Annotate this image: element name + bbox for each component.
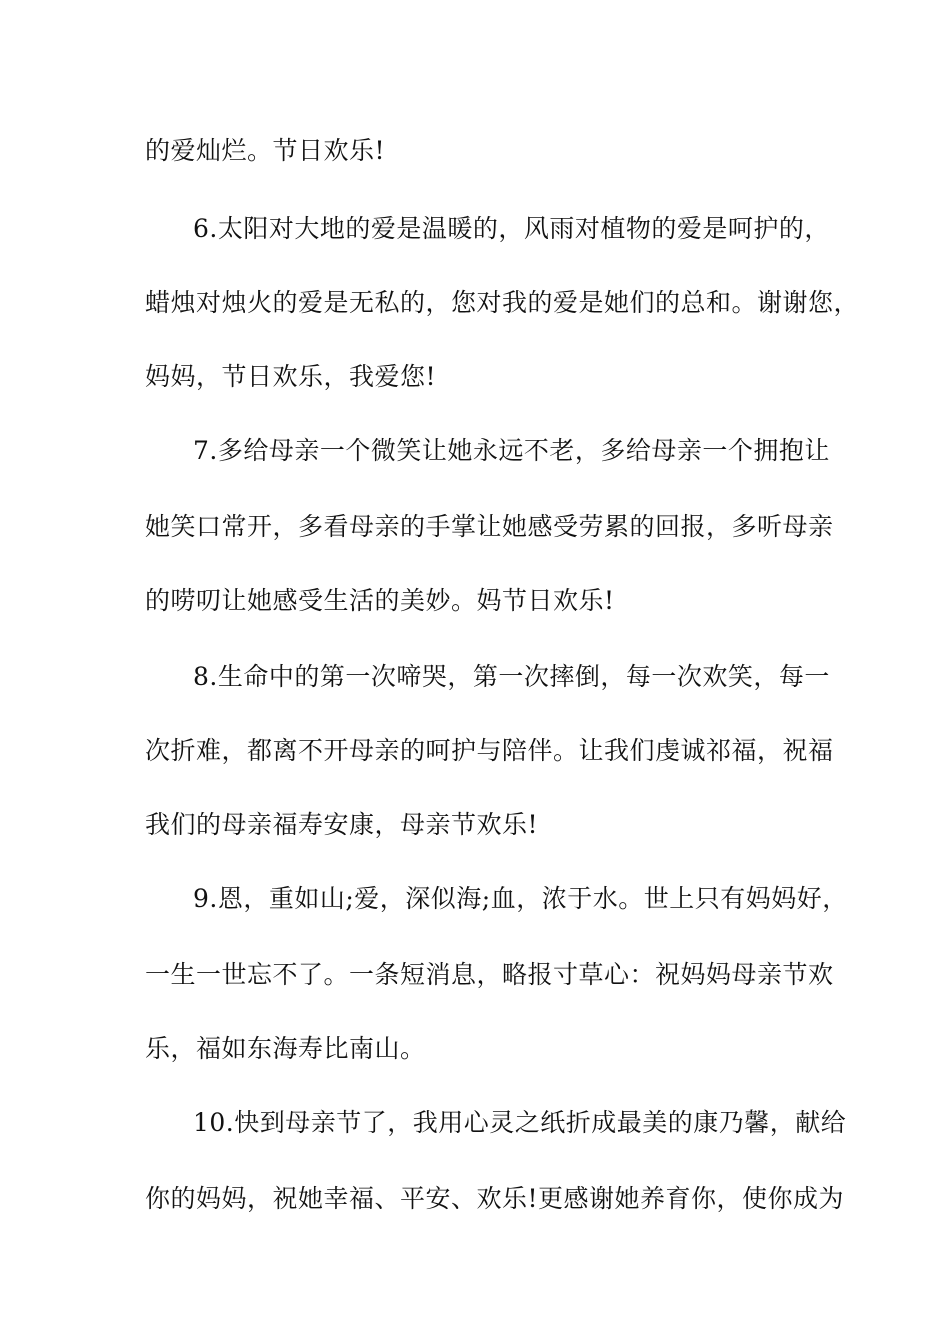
text-line: 6.太阳对大地的爱是温暖的，风雨对植物的爱是呵护的， <box>193 214 830 243</box>
text-line: 一生一世忘不了。一条短消息，略报寸草心：祝妈妈母亲节欢 <box>145 960 834 989</box>
text-line: 8.生命中的第一次啼哭，第一次摔倒，每一次欢笑，每一 <box>193 662 830 691</box>
text-line: 的唠叨让她感受生活的美妙。妈节日欢乐! <box>145 586 615 615</box>
text-line: 10.快到母亲节了，我用心灵之纸折成最美的康乃馨，献给 <box>193 1108 847 1137</box>
text-line: 9.恩，重如山;爱，深似海;血，浓于水。世上只有妈妈好， <box>193 884 848 913</box>
text-line: 妈妈，节日欢乐，我爱您! <box>145 362 437 391</box>
text-line: 我们的母亲福寿安康，母亲节欢乐! <box>145 810 539 839</box>
text-line: 7.多给母亲一个微笑让她永远不老，多给母亲一个拥抱让 <box>193 436 830 465</box>
text-line: 蜡烛对烛火的爱是无私的，您对我的爱是她们的总和。谢谢您， <box>145 288 860 317</box>
text-line: 乐，福如东海寿比南山。 <box>145 1034 426 1063</box>
text-line: 你的妈妈，祝她幸福、平安、欢乐!更感谢她养育你，使你成为 <box>145 1184 845 1213</box>
text-line: 次折难，都离不开母亲的呵护与陪伴。让我们虔诚祁福，祝福 <box>145 736 834 765</box>
text-line: 她笑口常开，多看母亲的手掌让她感受劳累的回报，多听母亲 <box>145 512 834 541</box>
text-line: 的爱灿烂。节日欢乐! <box>145 136 386 165</box>
